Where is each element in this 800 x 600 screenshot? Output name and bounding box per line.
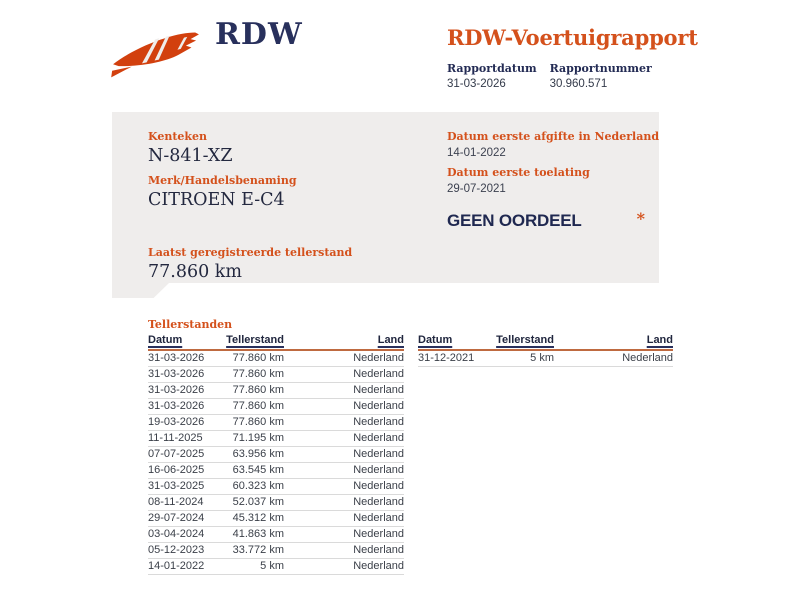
cell-stand: 5 km: [220, 558, 284, 574]
laatste-tellerstand-label: Laatst geregistreerde tellerstand: [148, 246, 353, 259]
report-number-label: Rapportnummer: [549, 62, 652, 75]
summary-right-column: [447, 130, 660, 231]
cell-land: Nederland: [284, 430, 404, 446]
cell-datum: 14-01-2022: [148, 558, 220, 574]
cell-datum: 31-03-2025: [148, 478, 220, 494]
rdw-logo-text: RDW: [215, 17, 303, 52]
cell-datum: 29-07-2024: [148, 510, 220, 526]
cell-land: Nederland: [284, 542, 404, 558]
laatste-tellerstand-value: 77.860 km: [148, 262, 242, 282]
report-header: [447, 25, 698, 90]
cell-land: Nederland: [284, 398, 404, 414]
cell-land: Nederland: [284, 478, 404, 494]
panel-corner-flap: [112, 283, 169, 298]
cell-land: Nederland: [284, 382, 404, 398]
cell-datum: 31-03-2026: [148, 382, 220, 398]
oordeel-row: [447, 211, 645, 231]
cell-land: Nederland: [554, 350, 673, 366]
column-header-datum: Datum: [148, 334, 220, 350]
merk-value: CITROEN E-C4: [148, 190, 285, 210]
cell-land: Nederland: [284, 526, 404, 542]
table-row: [148, 526, 404, 542]
tellerstanden-table-right: [418, 334, 673, 367]
cell-land: Nederland: [284, 350, 404, 366]
report-number-value: 30.960.571: [549, 78, 608, 90]
cell-datum: 16-06-2025: [148, 462, 220, 478]
table-row: [148, 542, 404, 558]
report-number-block: [550, 62, 652, 90]
footnote-asterisk: *: [636, 209, 645, 228]
cell-land: Nederland: [284, 414, 404, 430]
table-row: [148, 446, 404, 462]
column-header-land: Land: [554, 334, 673, 350]
report-date-block: [447, 62, 537, 90]
rdw-feather-icon: [110, 26, 202, 82]
rdw-logo: [110, 17, 303, 82]
cell-stand: 71.195 km: [220, 430, 284, 446]
kenteken-value: N-841-XZ: [148, 146, 233, 166]
cell-land: Nederland: [284, 558, 404, 574]
cell-stand: 77.860 km: [220, 366, 284, 382]
tellerstanden-table-left: [148, 334, 404, 575]
cell-datum: 07-07-2025: [148, 446, 220, 462]
oordeel-status: GEEN OORDEEL: [447, 211, 582, 230]
report-date-label: Rapportdatum: [447, 62, 537, 75]
table-row: [148, 430, 404, 446]
laatste-tellerstand-field: [148, 246, 352, 282]
toelating-value: 29-07-2021: [447, 183, 506, 195]
cell-stand: 5 km: [490, 350, 554, 366]
toelating-field: [447, 166, 645, 195]
page-title: RDW-Voertuigrapport: [447, 25, 698, 50]
table-row: [148, 510, 404, 526]
cell-datum: 03-04-2024: [148, 526, 220, 542]
merk-label: Merk/Handelsbenaming: [148, 174, 297, 187]
summary-left-column: [148, 130, 352, 282]
cell-stand: 63.956 km: [220, 446, 284, 462]
cell-datum: 31-12-2021: [418, 350, 490, 366]
table-row: [418, 350, 673, 366]
cell-stand: 52.037 km: [220, 494, 284, 510]
tellerstanden-heading: Tellerstanden: [148, 318, 233, 331]
cell-land: Nederland: [284, 494, 404, 510]
table-header-row: [418, 334, 673, 350]
column-header-land: Land: [284, 334, 404, 350]
table-row: [148, 414, 404, 430]
cell-datum: 31-03-2026: [148, 350, 220, 366]
table-row: [148, 398, 404, 414]
afgifte-field: [447, 130, 660, 159]
cell-land: Nederland: [284, 462, 404, 478]
toelating-label: Datum eerste toelating: [447, 166, 590, 179]
report-meta: [447, 62, 698, 90]
afgifte-value: 14-01-2022: [447, 147, 506, 159]
cell-stand: 77.860 km: [220, 414, 284, 430]
cell-stand: 63.545 km: [220, 462, 284, 478]
cell-land: Nederland: [284, 446, 404, 462]
column-header-datum: Datum: [418, 334, 490, 350]
cell-stand: 45.312 km: [220, 510, 284, 526]
column-header-tellerstand: Tellerstand: [490, 334, 554, 350]
cell-land: Nederland: [284, 510, 404, 526]
kenteken-label: Kenteken: [148, 130, 208, 143]
cell-datum: 11-11-2025: [148, 430, 220, 446]
cell-stand: 77.860 km: [220, 398, 284, 414]
cell-stand: 77.860 km: [220, 382, 284, 398]
table-row: [148, 462, 404, 478]
kenteken-field: [148, 130, 352, 166]
table-row: [148, 350, 404, 366]
cell-datum: 08-11-2024: [148, 494, 220, 510]
table-row: [148, 494, 404, 510]
cell-stand: 60.323 km: [220, 478, 284, 494]
merk-field: [148, 174, 352, 210]
cell-datum: 31-03-2026: [148, 398, 220, 414]
cell-datum: 31-03-2026: [148, 366, 220, 382]
cell-land: Nederland: [284, 366, 404, 382]
cell-stand: 41.863 km: [220, 526, 284, 542]
column-header-tellerstand: Tellerstand: [220, 334, 284, 350]
cell-stand: 77.860 km: [220, 350, 284, 366]
vehicle-summary-panel: [112, 112, 659, 283]
table-header-row: [148, 334, 404, 350]
cell-datum: 05-12-2023: [148, 542, 220, 558]
report-date-value: 31-03-2026: [447, 78, 506, 90]
cell-datum: 19-03-2026: [148, 414, 220, 430]
table-row: [148, 382, 404, 398]
afgifte-label: Datum eerste afgifte in Nederland: [447, 130, 660, 143]
table-row: [148, 478, 404, 494]
table-row: [148, 558, 404, 574]
table-row: [148, 366, 404, 382]
cell-stand: 33.772 km: [220, 542, 284, 558]
